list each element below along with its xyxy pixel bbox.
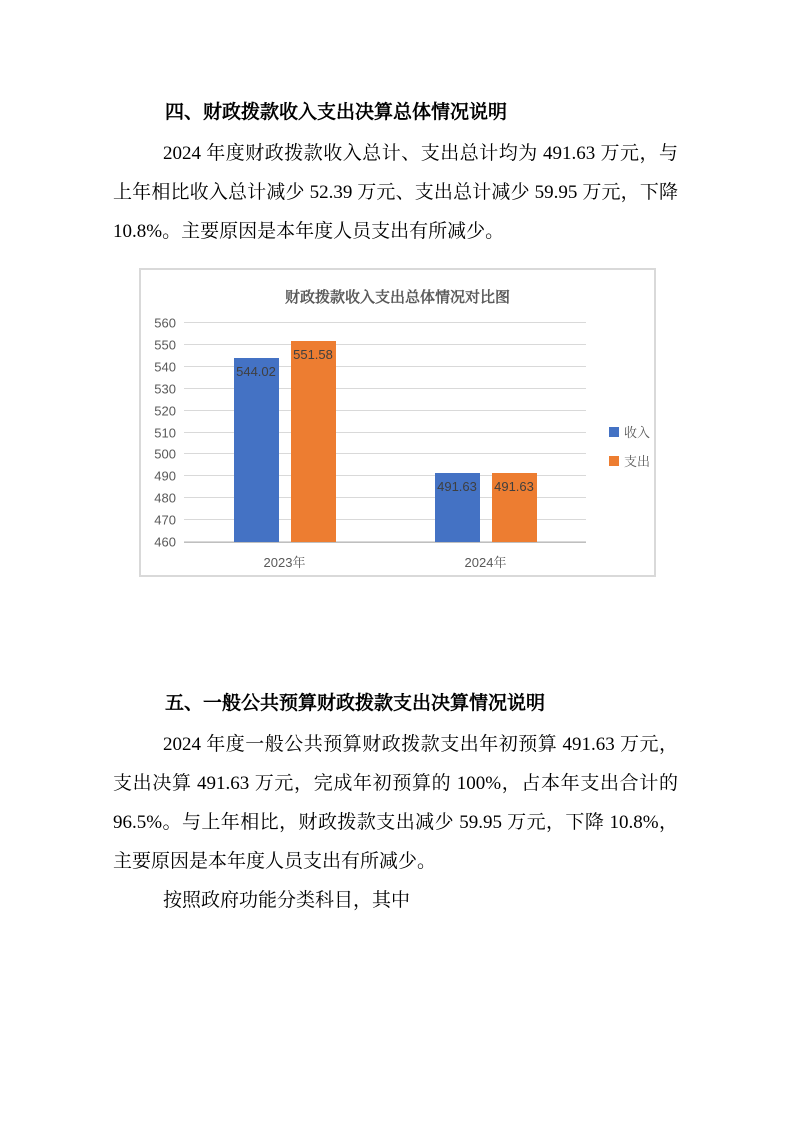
chart-x-axis-line	[184, 542, 586, 543]
legend-swatch-icon	[609, 456, 619, 466]
y-axis-tick-label: 460	[154, 534, 176, 550]
y-axis-tick-label: 470	[154, 512, 176, 528]
legend-item-收入	[609, 422, 650, 441]
bar-data-label: 544.02	[236, 364, 276, 379]
chart-legend	[609, 422, 650, 470]
section5-paragraph: 2024 年度一般公共预算财政拨款支出年初预算 491.63 万元，支出决算 491.63 万元，完成年初预算的 100%，占本年支出合计的 96.5%。与上年相比，财政拨款支出减少 59.95 万元，下降 10.8%，主要原因是本年度人员支出有所减少。	[113, 734, 678, 872]
y-axis-tick-label: 560	[154, 315, 176, 331]
page-content	[113, 0, 678, 920]
bar-支出-2024年	[492, 473, 537, 542]
section5-heading: 五、一般公共预算财政拨款支出决算情况说明	[165, 693, 546, 714]
bar-支出-2023年	[291, 341, 336, 542]
y-axis-tick-label: 520	[154, 403, 176, 419]
bar-收入-2024年	[435, 473, 480, 542]
bar-data-label: 491.63	[494, 478, 534, 494]
bar-data-label: 551.58	[293, 347, 333, 363]
chart-title: 财政拨款收入支出总体情况对比图	[284, 289, 510, 306]
y-axis-tick-label: 480	[154, 490, 176, 506]
legend-item-支出	[609, 451, 650, 470]
y-axis-tick-label: 510	[154, 425, 176, 440]
y-axis-tick-label: 540	[154, 359, 176, 375]
bar-group-2023年	[184, 323, 385, 542]
legend-swatch-icon	[609, 427, 619, 437]
x-axis-label-2023年: 2023年	[263, 555, 306, 570]
y-axis-tick-label: 490	[154, 468, 176, 484]
section4-heading: 四、财政拨款收入支出决算总体情况说明	[165, 102, 508, 123]
fiscal-comparison-bar-chart	[139, 268, 656, 577]
bar-group-2024年	[385, 323, 586, 542]
section4-paragraph: 2024 年度财政拨款收入总计、支出总计均为 491.63 万元，与上年相比收入总计减少 52.39 万元、支出总计减少 59.95 万元，下降 10.8%。主要原因是本年度人员支出有所减少。	[113, 143, 678, 242]
x-axis-label-2024年: 2024年	[464, 555, 507, 570]
y-axis-tick-label: 550	[154, 337, 176, 353]
section5-paragraph2: 按照政府功能分类科目，其中	[163, 890, 411, 911]
y-axis-tick-label: 500	[154, 446, 176, 462]
legend-label: 收入	[624, 425, 651, 440]
bar-收入-2023年	[234, 358, 279, 542]
bar-data-label: 491.63	[437, 478, 477, 494]
legend-label: 支出	[624, 454, 651, 469]
chart-plot-area	[154, 315, 586, 570]
y-axis-tick-label: 530	[154, 381, 176, 397]
